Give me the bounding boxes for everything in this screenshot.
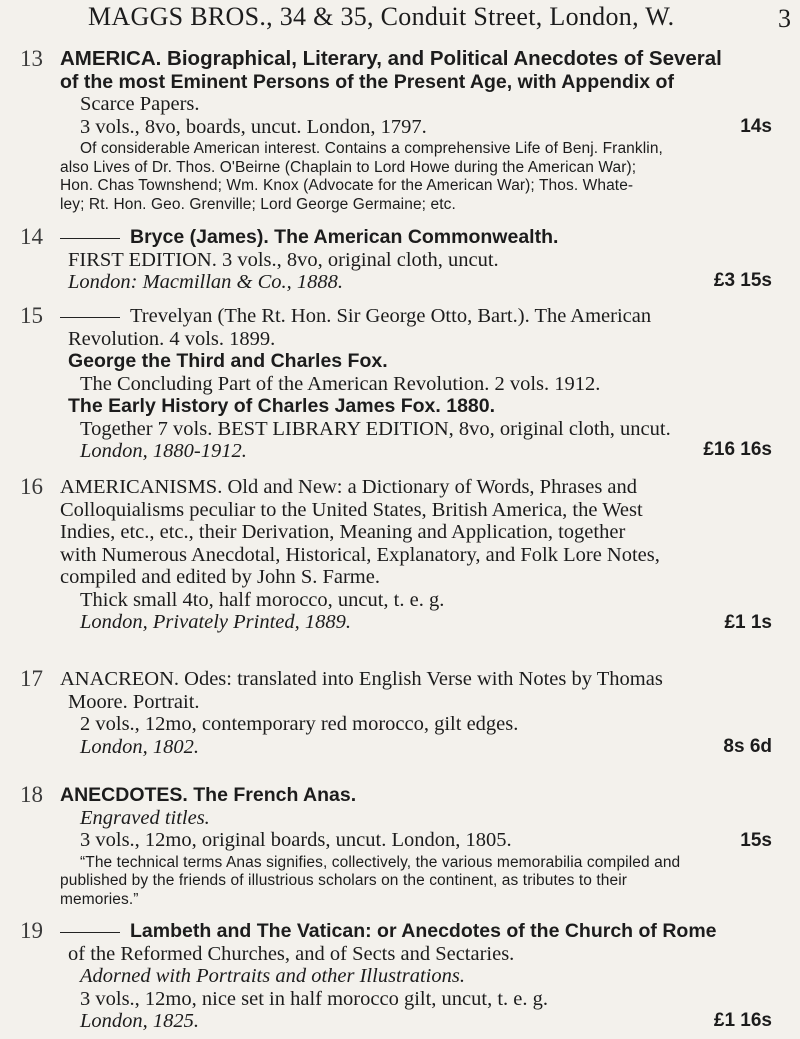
entry-number: 19 — [20, 918, 43, 943]
note-line: Of considerable American interest. Contains a comprehensive Life of Benj. Franklin, — [80, 140, 663, 157]
entry-title-cont: Moore. Portrait. — [68, 690, 200, 713]
page-number: 3 — [778, 4, 792, 33]
entry-imprint: London, 1825. — [80, 1010, 200, 1032]
entry-title-cont: of the Reformed Churches, and of Sects and Sectaries. — [68, 942, 515, 965]
note-line: published by the friends of illustrious scholars on the continent, as tributes to their — [60, 872, 628, 889]
entry-format: Together 7 vols. BEST LIBRARY EDITION, 8vo, original cloth, uncut. — [80, 417, 671, 440]
entry-format: 3 vols., 12mo, original boards, uncut. London, 1805. — [80, 829, 512, 851]
entry-price: 14s — [740, 116, 772, 137]
entry-text: compiled and edited by John S. Farme. — [60, 566, 380, 588]
note-line: memories.” — [60, 890, 139, 908]
entry-number: 18 — [20, 782, 43, 807]
entry-title: Bryce (James). The American Commonwealth. — [130, 226, 559, 248]
entry-title: ANACREON. Odes: translated into English Verse with Notes by Thomas — [60, 668, 663, 690]
entry-number: 17 — [20, 666, 43, 691]
entry-imprint: London, 1880-1912. — [80, 440, 247, 462]
ditto-dash — [60, 932, 120, 933]
entry-imprint: London: Macmillan & Co., 1888. — [68, 271, 344, 293]
entry-price: 8s 6d — [723, 736, 772, 757]
entry-price: £1 16s — [713, 1010, 772, 1031]
entry-price: £16 16s — [703, 439, 772, 460]
ditto-dash — [60, 238, 120, 239]
entry-title: Lambeth and The Vatican: or Anecdotes of the Church of Rome — [130, 920, 717, 942]
entry-text: Scarce Papers. — [80, 93, 200, 115]
entry-title: ANECDOTES. The French Anas. — [60, 784, 357, 806]
entry-imprint: London, 1802. — [80, 735, 200, 758]
note-line: ley; Rt. Hon. Geo. Grenville; Lord George Germaine; etc. — [60, 195, 456, 213]
entry-text: Adorned with Portraits and other Illustrations. — [80, 965, 465, 987]
entry-format: 2 vols., 12mo, contemporary red morocco, gilt edges. — [80, 713, 519, 735]
entry-price: 15s — [740, 830, 772, 851]
note-line: “The technical terms Anas signifies, collectively, the various memorabilia compiled and — [80, 853, 681, 871]
entry-title: AMERICANISMS. Old and New: a Dictionary of Words, Phrases and — [60, 476, 638, 498]
entry-note — [60, 140, 780, 214]
entry-note — [60, 854, 780, 910]
entry-number: 14 — [20, 224, 43, 249]
entry-price: £3 15s — [713, 270, 772, 291]
entry-number: 16 — [20, 474, 43, 499]
entry-format: Thick small 4to, half morocco, uncut, t. e. g. — [80, 588, 445, 611]
entry-format: 3 vols., 8vo, boards, uncut. London, 1797. — [80, 115, 427, 138]
entry-text: with Numerous Anecdotal, Historical, Explanatory, and Folk Lore Notes, — [60, 543, 660, 566]
entry-title: George the Third and Charles Fox. — [68, 350, 388, 372]
entry-title: The Early History of Charles James Fox. 1880. — [68, 395, 496, 417]
entry-title: Trevelyan (The Rt. Hon. Sir George Otto, Bart.). The American — [130, 305, 652, 327]
entry-text: The Concluding Part of the American Revolution. 2 vols. 1912. — [80, 372, 601, 395]
entry-number: 15 — [20, 303, 43, 328]
entry-number: 13 — [20, 46, 43, 71]
entry-format: 3 vols., 12mo, nice set in half morocco gilt, uncut, t. e. g. — [80, 987, 548, 1010]
note-line: Hon. Chas Townshend; Wm. Knox (Advocate for the American War); Thos. Whate- — [60, 177, 634, 194]
entry-imprint: London, Privately Printed, 1889. — [80, 611, 352, 633]
catalogue-header-title: MAGGS BROS., 34 & 35, Conduit Street, London, W. — [88, 2, 675, 31]
entry-price: £1 1s — [724, 612, 772, 633]
note-line: also Lives of Dr. Thos. O'Beirne (Chaplain to Lord Howe during the American War); — [60, 158, 637, 176]
entry-title-cont: Revolution. 4 vols. 1899. — [68, 327, 276, 350]
entry-title-cont: of the most Eminent Persons of the Present Age, with Appendix of — [60, 70, 674, 93]
entry-format: FIRST EDITION. 3 vols., 8vo, original cloth, uncut. — [68, 248, 499, 271]
entry-title: AMERICA. Biographical, Literary, and Political Anecdotes of Several — [60, 47, 722, 70]
ditto-dash — [60, 317, 120, 318]
entry-text: Indies, etc., etc., their Derivation, Meaning and Application, together — [60, 521, 626, 543]
entry-text: Engraved titles. — [80, 806, 210, 829]
entry-text: Colloquialisms peculiar to the United States, British America, the West — [60, 498, 643, 521]
